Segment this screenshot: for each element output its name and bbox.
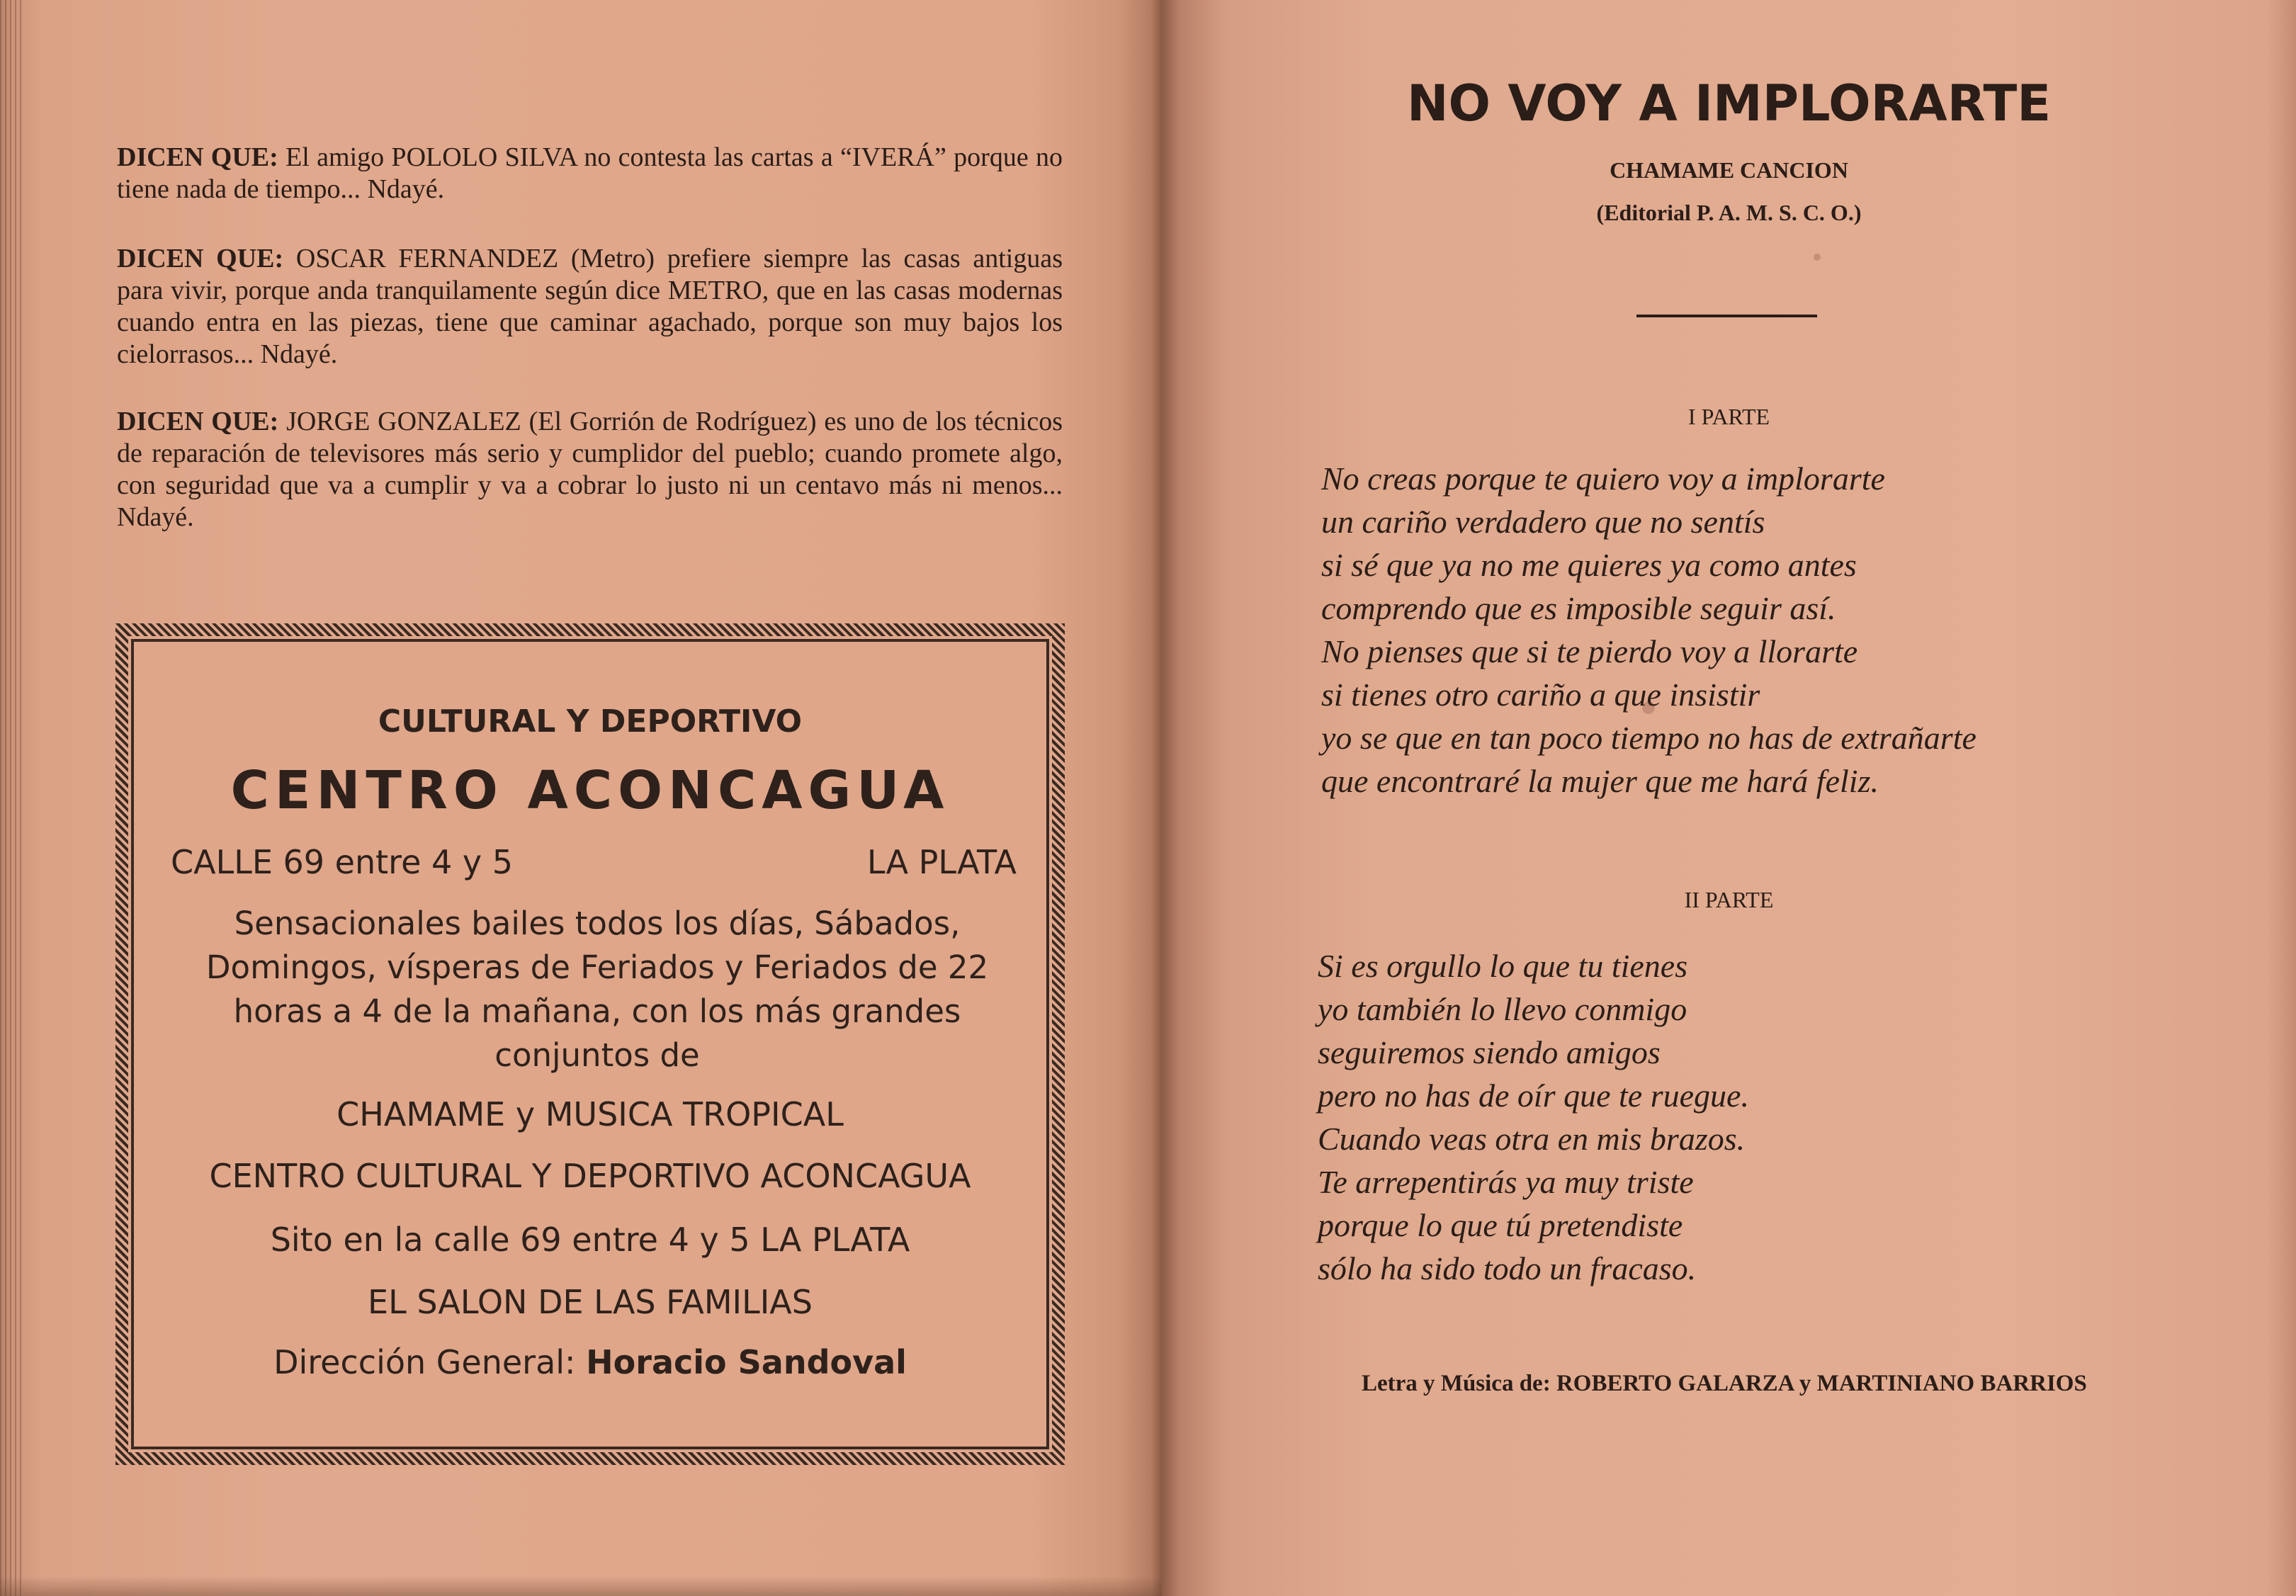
dicen-paragraph <box>117 406 1063 533</box>
verse-line: yo se que en tan poco tiempo no has de extrañarte <box>1321 720 1977 756</box>
ad-direction <box>128 1343 1052 1381</box>
part-two-label: II PARTE <box>1684 887 1774 912</box>
ad-body: Sensacionales bailes todos los días, Sábados, Domingos, vísperas de Feriados y Feriados de 22 horas a 4 de la mañana, con los más grandes conjuntos de <box>205 905 989 1074</box>
song-title: NO VOY A IMPLORARTE <box>1406 74 2052 132</box>
paper-stain <box>1642 701 1655 714</box>
dicen-text: El amigo POLOLO SILVA no contesta las cartas a “IVERÁ” porque no tiene nada de tiempo... Ndayé. <box>117 142 1063 204</box>
dicen-lead: DICEN QUE: <box>117 244 284 273</box>
verse-line: yo también lo llevo conmigo <box>1318 991 1687 1027</box>
part-two-verse <box>1318 944 1749 1290</box>
credits-names: ROBERTO GALARZA y MARTINIANO BARRIOS <box>1556 1371 2087 1396</box>
verse-line: pero no has de oír que te ruegue. <box>1318 1077 1749 1114</box>
verse-line: comprendo que es imposible seguir así. <box>1321 590 1836 626</box>
part-one-verse <box>1321 457 1977 803</box>
dicen-paragraph <box>117 243 1063 370</box>
ad-location: Sito en la calle 69 entre 4 y 5 LA PLATA <box>270 1221 910 1259</box>
credits-label: Letra y Música de: <box>1362 1371 1551 1396</box>
ad-street: CALLE 69 entre 4 y 5 <box>171 843 513 881</box>
ad-title: CENTRO ACONCAGUA <box>230 760 950 821</box>
dicen-lead: DICEN QUE: <box>117 407 279 436</box>
paper-stain <box>1814 254 1821 261</box>
dicen-text: OSCAR FERNANDEZ (Metro) prefiere siempre las casas antiguas para vivir, porque anda tranquilamente según dice METRO, que en las casas modernas cuando entra en las piezas, tiene que caminar agachado, porque son muy bajos los cielorrasos... Ndayé. <box>117 244 1063 369</box>
verse-line: seguiremos siendo amigos <box>1318 1034 1661 1070</box>
page-bottom-edge <box>0 1576 1162 1596</box>
advertisement-box <box>115 623 1065 1465</box>
verse-line: Te arrepentirás ya muy triste <box>1318 1164 1694 1200</box>
verse-line: si tienes otro cariño a que insistir <box>1321 677 1760 713</box>
ad-address-row <box>171 843 1017 881</box>
verse-line: si sé que ya no me quieres ya como antes <box>1321 547 1857 583</box>
verse-line: Cuando veas otra en mis brazos. <box>1318 1121 1746 1157</box>
ad-club-name: CENTRO CULTURAL Y DEPORTIVO ACONCAGUA <box>209 1157 971 1195</box>
verse-line: No creas porque te quiero voy a implorarte <box>1321 460 1885 497</box>
dicen-text: JORGE GONZALEZ (El Gorrión de Rodríguez) es uno de los técnicos de reparación de televisores más serio y cumplidor del pueblo; cuando promete algo, con seguridad que va a cumplir y va a cobrar lo justo ni un centavo más ni menos... Ndayé. <box>117 407 1063 532</box>
part-one-label: I PARTE <box>1687 404 1770 429</box>
verse-line: porque lo que tú pretendiste <box>1318 1207 1683 1243</box>
ad-director: Horacio Sandoval <box>586 1343 907 1381</box>
dicen-paragraph <box>117 142 1063 205</box>
verse-line: un cariño verdadero que no sentís <box>1321 504 1765 540</box>
verse-line: que encontraré la mujer que me hará feliz. <box>1321 763 1879 799</box>
song-genre: CHAMAME CANCION <box>1610 157 1848 183</box>
ad-city: LA PLATA <box>866 843 1017 881</box>
dicen-lead: DICEN QUE: <box>117 142 278 172</box>
verse-line: sólo ha sido todo un fracaso. <box>1318 1250 1697 1286</box>
divider-rule <box>1636 315 1817 317</box>
ad-slogan: EL SALON DE LAS FAMILIAS <box>368 1283 813 1321</box>
ad-subtitle: CULTURAL Y DEPORTIVO <box>378 703 803 740</box>
ad-genres: CHAMAME y MUSICA TROPICAL <box>337 1095 844 1133</box>
verse-line: Si es orgullo lo que tu tienes <box>1318 948 1688 984</box>
page-edges <box>0 0 21 1596</box>
verse-line: No pienses que si te pierdo voy a llorarte <box>1321 633 1858 669</box>
song-credits <box>1362 1371 2087 1397</box>
song-publisher: (Editorial P. A. M. S. C. O.) <box>1596 200 1862 225</box>
ad-direction-label: Dirección General: <box>273 1343 576 1381</box>
